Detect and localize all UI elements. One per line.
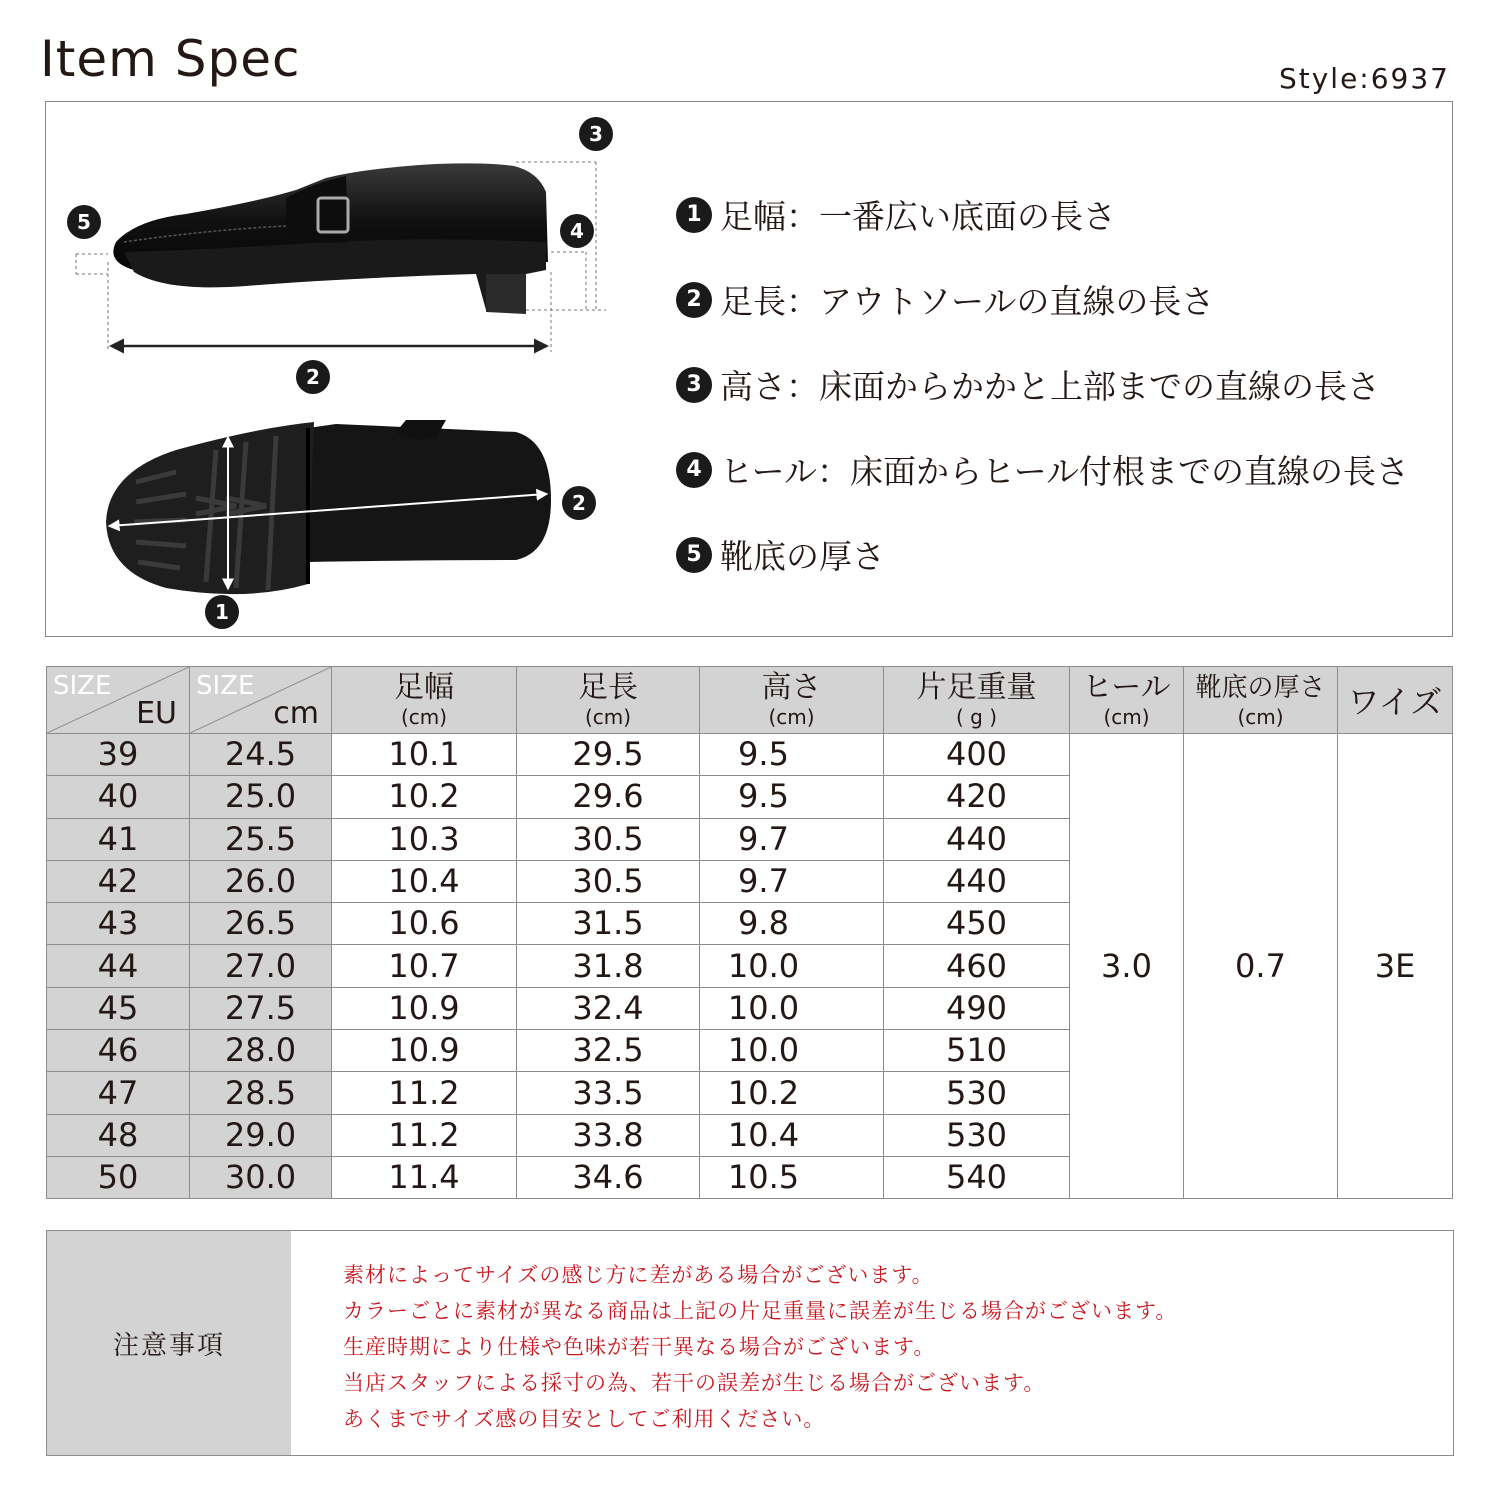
legend-number: 4: [676, 452, 712, 488]
cell-size-eu: 39: [47, 734, 190, 776]
cell-size-cm: 25.0: [190, 776, 332, 818]
table-cell: 10.9: [332, 1030, 517, 1072]
table-cell: 460: [884, 945, 1070, 987]
spec-panel: [45, 101, 1453, 637]
table-cell: 530: [884, 1114, 1070, 1156]
table-cell: 34.6: [517, 1156, 700, 1198]
eu-label: EU: [136, 696, 177, 731]
shoe-sole-view: [106, 420, 551, 594]
table-cell: 10.9: [332, 987, 517, 1029]
legend-text: 足幅：一番広い底面の長さ: [720, 197, 1116, 236]
legend-number: 5: [676, 537, 712, 573]
page-title: Item Spec: [40, 30, 301, 88]
marker-1: [205, 595, 239, 629]
size-label: SIZE: [196, 671, 255, 701]
legend-number: 1: [676, 197, 712, 233]
shoe-diagram: [46, 102, 686, 638]
table-cell: 33.5: [517, 1072, 700, 1114]
notes-heading: 注意事項: [47, 1231, 291, 1455]
cm-label: cm: [273, 696, 319, 731]
table-cell: 9.8: [700, 903, 884, 945]
table-cell: 29.6: [517, 776, 700, 818]
marker-4: [560, 214, 594, 248]
cell-size-eu: 46: [47, 1030, 190, 1072]
legend-item: [676, 257, 1409, 342]
svg-text:3: 3: [589, 122, 603, 146]
table-cell: 30.5: [517, 818, 700, 860]
cell-size-eu: 48: [47, 1114, 190, 1156]
size-table: [46, 666, 1453, 1199]
col-header-heel: ヒール (cm): [1070, 667, 1184, 734]
legend-text: 足長：アウトソールの直線の長さ: [720, 282, 1215, 321]
table-cell: 32.5: [517, 1030, 700, 1072]
table-cell: 11.2: [332, 1072, 517, 1114]
svg-text:2: 2: [572, 491, 586, 515]
table-cell: 10.0: [700, 987, 884, 1029]
table-cell: 10.2: [332, 776, 517, 818]
cell-size-eu: 44: [47, 945, 190, 987]
legend-text: 靴底の厚さ: [720, 537, 885, 576]
table-cell: 540: [884, 1156, 1070, 1198]
cell-size-cm: 28.0: [190, 1030, 332, 1072]
cell-size-cm: 25.5: [190, 818, 332, 860]
table-cell: 510: [884, 1030, 1070, 1072]
marker-5: [67, 205, 101, 239]
cell-size-eu: 43: [47, 903, 190, 945]
table-cell: 10.6: [332, 903, 517, 945]
table-cell: 31.8: [517, 945, 700, 987]
cell-size-cm: 26.5: [190, 903, 332, 945]
table-cell: 9.5: [700, 734, 884, 776]
cell-size-eu: 40: [47, 776, 190, 818]
col-header-height: 高さ (cm): [700, 667, 884, 734]
svg-text:1: 1: [215, 600, 229, 624]
table-cell: 11.4: [332, 1156, 517, 1198]
col-header-width: 足幅 (cm): [332, 667, 517, 734]
table-cell: 10.2: [700, 1072, 884, 1114]
note-line: あくまでサイズ感の目安としてご利用ください。: [343, 1407, 826, 1431]
note-line: 当店スタッフによる採寸の為、若干の誤差が生じる場合がございます。: [343, 1371, 1046, 1395]
note-line: カラーごとに素材が異なる商品は上記の片足重量に誤差が生じる場合がございます。: [343, 1299, 1178, 1323]
table-cell: 10.5: [700, 1156, 884, 1198]
size-label: SIZE: [53, 671, 112, 701]
legend-number: 3: [676, 367, 712, 403]
legend-item: [676, 427, 1409, 512]
table-cell: 440: [884, 818, 1070, 860]
col-header-wise: ワイズ: [1338, 667, 1453, 734]
cell-size-cm: 26.0: [190, 860, 332, 902]
legend-text: 高さ：床面からかかと上部までの直線の長さ: [720, 367, 1380, 406]
table-cell: 10.1: [332, 734, 517, 776]
table-row: [47, 734, 1453, 776]
measurement-legend: [676, 172, 1409, 597]
size-cm-header: [190, 667, 332, 734]
table-cell: 9.5: [700, 776, 884, 818]
table-cell: 30.5: [517, 860, 700, 902]
table-cell: 490: [884, 987, 1070, 1029]
table-cell: 10.0: [700, 945, 884, 987]
table-cell: 11.2: [332, 1114, 517, 1156]
svg-text:2: 2: [306, 365, 320, 389]
cell-size-eu: 45: [47, 987, 190, 1029]
cell-size-cm: 30.0: [190, 1156, 332, 1198]
legend-text: ヒール：床面からヒール付根までの直線の長さ: [720, 452, 1410, 491]
marker-2-sole: [562, 486, 596, 520]
cell-size-cm: 24.5: [190, 734, 332, 776]
marker-2-top: [296, 360, 330, 394]
shoe-side-view: [113, 163, 548, 314]
table-cell: 10.4: [700, 1114, 884, 1156]
cell-sole: 0.7: [1184, 734, 1338, 1199]
notes-body: [291, 1231, 1177, 1455]
cell-size-eu: 42: [47, 860, 190, 902]
table-cell: 400: [884, 734, 1070, 776]
legend-number: 2: [676, 282, 712, 318]
notes-panel: [46, 1230, 1454, 1456]
table-cell: 450: [884, 903, 1070, 945]
marker-3: [579, 117, 613, 151]
table-cell: 29.5: [517, 734, 700, 776]
table-cell: 10.7: [332, 945, 517, 987]
table-cell: 420: [884, 776, 1070, 818]
col-header-sole: 靴底の厚さ (cm): [1184, 667, 1338, 734]
cell-size-cm: 27.0: [190, 945, 332, 987]
table-cell: 10.3: [332, 818, 517, 860]
col-header-length: 足長 (cm): [517, 667, 700, 734]
legend-item: [676, 512, 1409, 597]
cell-size-eu: 50: [47, 1156, 190, 1198]
cell-size-eu: 47: [47, 1072, 190, 1114]
table-header-row: [47, 667, 1453, 734]
table-cell: 10.4: [332, 860, 517, 902]
note-line: 素材によってサイズの感じ方に差がある場合がございます。: [343, 1263, 934, 1287]
cell-size-cm: 29.0: [190, 1114, 332, 1156]
note-line: 生産時期により仕様や色味が若干異なる場合がございます。: [343, 1335, 936, 1359]
legend-item: [676, 342, 1409, 427]
table-cell: 31.5: [517, 903, 700, 945]
table-cell: 9.7: [700, 818, 884, 860]
table-cell: 440: [884, 860, 1070, 902]
cell-size-cm: 27.5: [190, 987, 332, 1029]
table-cell: 10.0: [700, 1030, 884, 1072]
svg-text:5: 5: [77, 210, 91, 234]
cell-heel: 3.0: [1070, 734, 1184, 1199]
table-cell: 530: [884, 1072, 1070, 1114]
cell-size-cm: 28.5: [190, 1072, 332, 1114]
legend-item: [676, 172, 1409, 257]
col-header-weight: 片足重量 ( g ): [884, 667, 1070, 734]
table-cell: 33.8: [517, 1114, 700, 1156]
svg-text:4: 4: [570, 219, 584, 243]
cell-size-eu: 41: [47, 818, 190, 860]
table-cell: 32.4: [517, 987, 700, 1029]
cell-wise: 3E: [1338, 734, 1453, 1199]
table-cell: 9.7: [700, 860, 884, 902]
size-eu-header: [47, 667, 190, 734]
style-number: Style:6937: [1278, 62, 1450, 95]
